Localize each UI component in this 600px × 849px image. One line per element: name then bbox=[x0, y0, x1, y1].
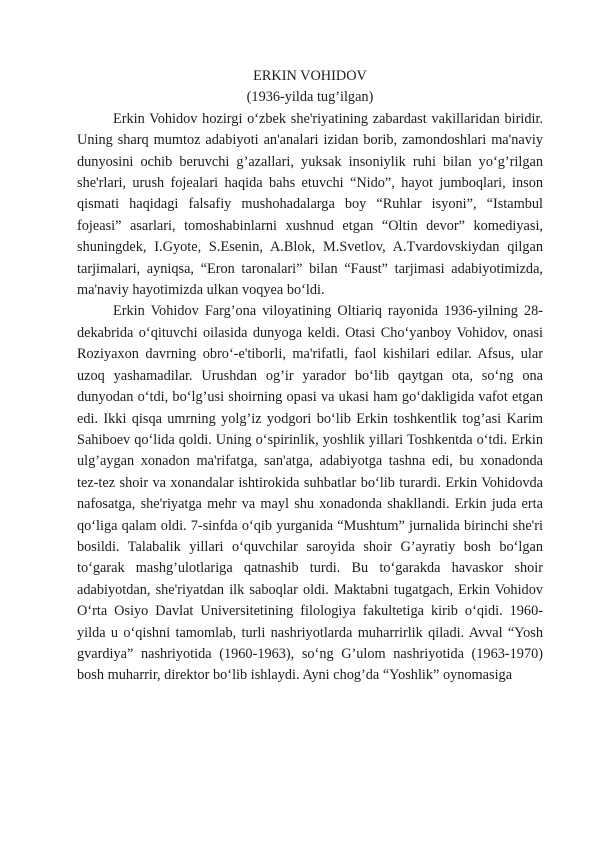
page-subtitle: (1936-yilda tug’ilgan) bbox=[246, 89, 374, 106]
document-page bbox=[77, 66, 543, 687]
body-paragraph: Erkin Vohidov Farg’ona viloyatining Oltiariq rayonida 1936-yilning 28-dekabrida o‘qituvchi oilasida dunyoga keldi. Otasi Cho‘yanboy Vohidov, onasi Roziyaxon davrning obro‘-e'tiborli, ma'rifatli, faol kishilari edilar. Afsus, ular uzoq yashamadilar. Urushdan og’ir yarador bo‘lib qaytgan ota, so‘ng ona dunyodan o‘tdi, bo‘lg’usi shoirning opasi va ukasi ham go‘dakligida vafot etgan edi. Ikki qisqa umrning yolg’iz yodgori bo‘lib Erkin toshkentlik tog’asi Karim Sahiboev qo‘lida qoldi. Uning o‘spirinlik, yoshlik yillari Toshkentda o‘tdi. Erkin ulg’aygan xonadon ma'rifatga, san'atga, adabiyotga tashna edi, bu xonadonda tez-tez shoir va xonandalar ishtirokida suhbatlar bo‘lib turardi. Erkin Vohidovda nafosatga, she'riyatga mehr va mayl shu xonadonda shakllandi. Erkin juda erta qo‘liga qalam oldi. 7-sinfda o‘qib yurganida “Mushtum” jurnalida birinchi she'ri bosildi. Talabalik yillari o‘quvchilar saroyida shoir G’ayratiy bosh bo‘lgan to‘garak mashg’ulotlariga qatnashib turdi. Bu to‘garakda havaskor shoir adabiyotdan, she'riyatdan ilk saboqlar oldi. Maktabni tugatgach, Erkin Vohidov O‘rta Osiyo Davlat Universitetining filologiya fakultetiga kirib o‘qidi. 1960-yilda u o‘qishni tamomlab, turli nashriyotlarda muharrirlik qiladi. Avval “Yosh gvardiya” nashriyotida (1960-1963), so‘ng G’ulom nashriyotida (1963-1970) bosh muharrir, direktor bo‘lib ishlaydi. Ayni chog’da “Yoshlik” oynomasiga bbox=[77, 303, 543, 684]
body-paragraph: Erkin Vohidov hozirgi o‘zbek she'riyatining zabardast vakillaridan biridir. Uning sharq mumtoz adabiyoti an'analari izidan borib, zamondoshlari ma'naviy dunyosini ochib beruvchi g’azallari, yuksak insoniylik ruhi bilan yo‘g’rilgan she'rlari, urush fojealari haqida bahs etuvchi “Nido”, hayot jumboqlari, inson qismati haqidagi falsafiy mushohadalarga boy “Ruhlar isyoni”, “Istambul fojeasi” asarlari, tomoshabinlarni xushnud etgan “Oltin devor” komediyasi, shuningdek, I.Gyote, S.Esenin, A.Blok, M.Svetlov, A.Tvardovskiydan qilgan tarjimalari, ayniqsa, “Eron taronalari” bilan “Faust” tarjimasi adabiyotimizda, ma'naviy hayotimizda ulkan voqyea bo‘ldi. bbox=[77, 110, 543, 299]
page-title: ERKIN VOHIDOV bbox=[253, 68, 367, 84]
